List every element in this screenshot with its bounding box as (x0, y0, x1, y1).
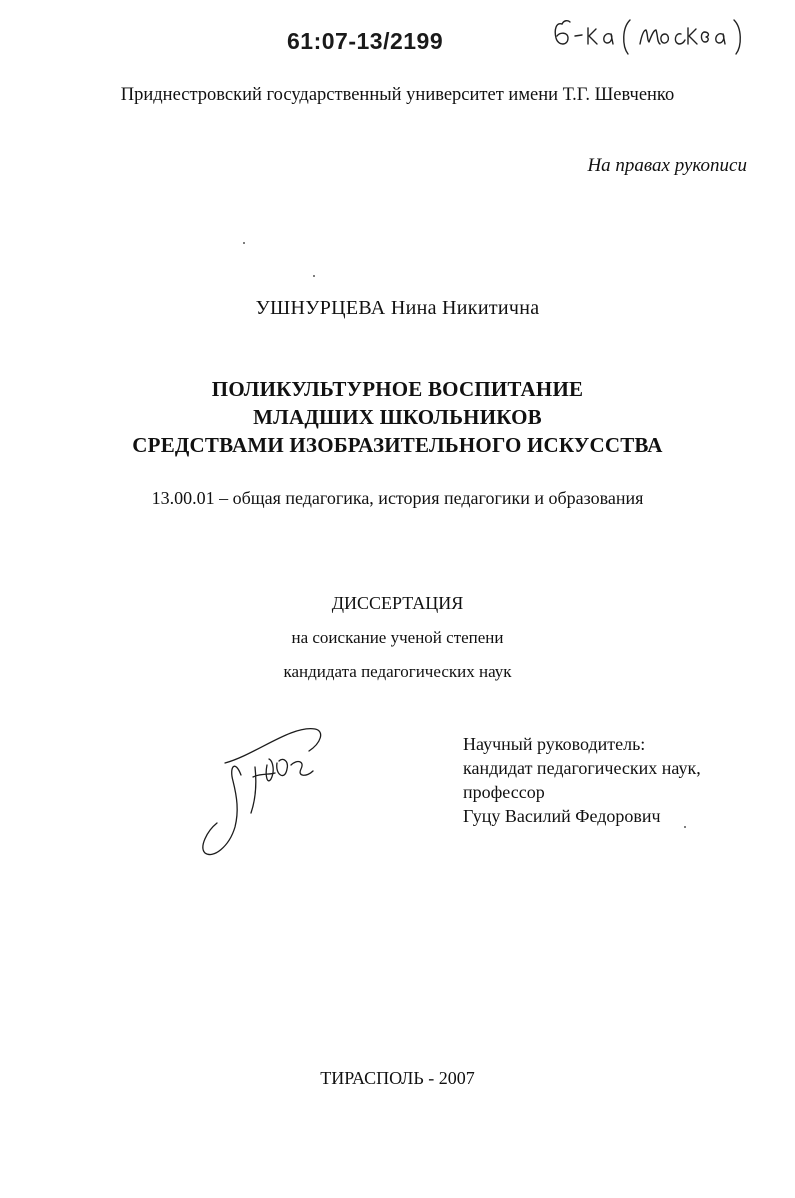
handwritten-note (548, 12, 768, 58)
scan-speck (313, 275, 315, 277)
supervisor-rank: профессор (463, 782, 545, 802)
supervisor-block (463, 732, 701, 828)
degree-name: кандидата педагогических наук (283, 662, 512, 681)
title-line: ПОЛИКУЛЬТУРНОЕ ВОСПИТАНИЕ (211, 377, 584, 401)
supervisor-degree: кандидат педагогических наук, (463, 758, 701, 778)
signature (195, 715, 335, 860)
supervisor-label: Научный руководитель: (463, 734, 646, 754)
specialty-code: 13.00.01 – общая педагогика, история педагогики и образования (151, 488, 644, 508)
city-year: ТИРАСПОЛЬ - 2007 (320, 1068, 475, 1088)
scan-speck (243, 242, 245, 244)
catalog-number: 61:07-13/2199 (287, 28, 444, 54)
dissertation-title (0, 375, 795, 459)
manuscript-note: На правах рукописи (587, 155, 747, 176)
title-line: МЛАДШИХ ШКОЛЬНИКОВ (253, 405, 542, 429)
supervisor-name: Гуцу Василий Федорович (463, 806, 661, 826)
document-type: ДИССЕРТАЦИЯ (331, 593, 464, 613)
university-name: Приднестровский государственный университет имени Т.Г. Шевченко (120, 85, 675, 105)
degree-purpose: на соискание ученой степени (291, 628, 504, 647)
title-line: СРЕДСТВАМИ ИЗОБРАЗИТЕЛЬНОГО ИСКУССТВА (132, 433, 663, 457)
author-name: УШНУРЦЕВА Нина Никитична (255, 297, 540, 319)
